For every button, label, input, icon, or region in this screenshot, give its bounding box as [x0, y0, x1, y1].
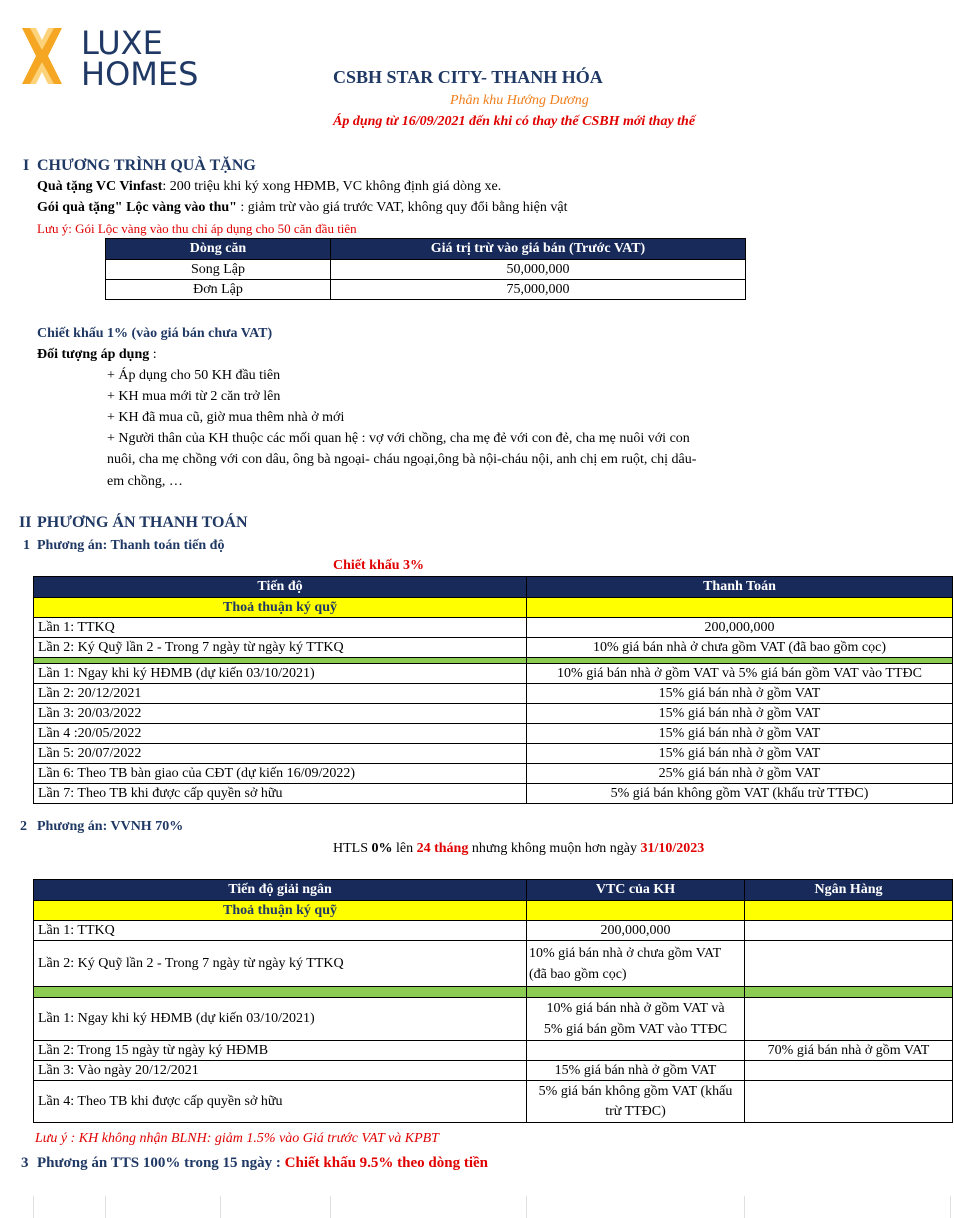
logo-mark: [22, 26, 62, 86]
target-item: em chồng, …: [107, 474, 183, 489]
grid-line: [950, 1196, 951, 1218]
plan2-deposit-empty: [527, 901, 745, 921]
plan1-cell: Lần 3: 20/03/2022: [34, 704, 527, 724]
discount-1-title: Chiết khấu 1% (vào giá bán chưa VAT): [37, 326, 273, 341]
htls-deadline: 31/10/2023: [640, 841, 705, 856]
table-row: [34, 1081, 953, 1123]
plan2-htls: [333, 840, 704, 858]
plan1-cell: 15% giá bán nhà ở gồm VAT: [527, 684, 953, 704]
plan2-title: Phương án: VVNH 70%: [37, 819, 184, 834]
plan1-cell: 15% giá bán nhà ở gồm VAT: [527, 744, 953, 764]
logo-line2: HOMES: [81, 55, 199, 93]
plan2-cell: Lần 1: TTKQ: [34, 921, 527, 941]
gift-vinfast-rest: : 200 triệu khi ký xong HĐMB, VC không định giá dòng xe.: [162, 179, 502, 194]
plan1-cell: 25% giá bán nhà ở gồm VAT: [527, 764, 953, 784]
table-row: [34, 598, 953, 618]
gift-table-cell: Đơn Lập: [106, 280, 331, 300]
plan1-cell: 15% giá bán nhà ở gồm VAT: [527, 724, 953, 744]
htls-rate: 0%: [371, 841, 393, 856]
plan2-cell: 200,000,000: [527, 921, 745, 941]
htls-text: lên: [392, 841, 417, 856]
plan1-table: [33, 576, 953, 804]
htls-text: nhưng không muộn hơn ngày: [468, 841, 641, 856]
plan2-cell: [745, 921, 953, 941]
plan1-cell: Lần 2: 20/12/2021: [34, 684, 527, 704]
table-row: [34, 998, 953, 1041]
plan1-cell: Lần 2: Ký Quỹ lần 2 - Trong 7 ngày từ ngày ký TTKQ: [34, 638, 527, 658]
plan2-number: 2: [20, 819, 27, 834]
plan2-cell: [745, 1081, 953, 1123]
plan1-header-schedule: Tiến độ: [34, 577, 527, 598]
gift-table: [105, 238, 746, 300]
htls-months: 24 tháng: [416, 841, 469, 856]
gift-vinfast-bold: Quà tặng VC Vinfast: [37, 179, 163, 194]
target-colon: :: [149, 347, 157, 362]
table-row: [34, 941, 953, 987]
plan1-cell: 10% giá bán nhà ở chưa gồm VAT (đã bao gồm cọc): [527, 638, 953, 658]
table-row: [34, 638, 953, 658]
plan2-cell: [527, 1041, 745, 1061]
plan2-cell: 15% giá bán nhà ở gồm VAT: [527, 1061, 745, 1081]
table-row: [34, 664, 953, 684]
table-row: [106, 280, 746, 300]
gift-table-header-value: Giá trị trừ vào giá bán (Trước VAT): [331, 239, 746, 260]
plan1-cell: 10% giá bán nhà ở gồm VAT và 5% giá bán gồm VAT vào TTĐC: [527, 664, 953, 684]
section2-title: PHƯƠNG ÁN THANH TOÁN: [37, 514, 248, 531]
gift-loc-vang: [37, 199, 567, 217]
plan2-header-customer: VTC của KH: [527, 880, 745, 901]
plan1-cell: 200,000,000: [527, 618, 953, 638]
plan1-header-payment: Thanh Toán: [527, 577, 953, 598]
htls-text: HTLS: [333, 841, 372, 856]
plan1-deposit-empty: [527, 598, 953, 618]
table-row: [34, 1041, 953, 1061]
plan1-cell: Lần 7: Theo TB khi được cấp quyền sở hữu: [34, 784, 527, 804]
plan2-cell-line: 5% giá bán không gồm VAT (khấu: [538, 1083, 733, 1099]
gift-table-cell: 75,000,000: [331, 280, 746, 300]
table-row: [34, 901, 953, 921]
gift-table-cell: 50,000,000: [331, 260, 746, 280]
plan2-cell: [745, 1061, 953, 1081]
grid-line: [105, 1196, 106, 1218]
target-item: + KH mua mới từ 2 căn trở lên: [107, 389, 281, 404]
gift-loc-vang-rest: : giảm trừ vào giá trước VAT, không quy đổi bằng hiện vật: [236, 200, 568, 215]
table-row: [34, 684, 953, 704]
grid-line: [526, 1196, 527, 1218]
plan2-cell-multiline: [527, 998, 745, 1041]
plan2-cell-multiline: [527, 941, 745, 987]
plan1-deposit-label: Thoả thuận ký quỹ: [34, 598, 527, 618]
plan1-cell: Lần 4 :20/05/2022: [34, 724, 527, 744]
plan3-number: 3: [21, 1155, 29, 1171]
target-heading: [37, 346, 157, 364]
plan2-cell: Lần 3: Vào ngày 20/12/2021: [34, 1061, 527, 1081]
section1-number: I: [23, 157, 30, 174]
plan1-cell: Lần 5: 20/07/2022: [34, 744, 527, 764]
plan1-cell: Lần 1: TTKQ: [34, 618, 527, 638]
gift-table-cell: Song Lập: [106, 260, 331, 280]
plan2-cell-line: 5% giá bán gồm VAT vào TTĐC: [543, 1022, 728, 1037]
gift-note: Lưu ý: Gói Lộc vàng vào thu chỉ áp dụng cho 50 căn đầu tiên: [37, 221, 357, 236]
plan2-note: Lưu ý : KH không nhận BLNH: giảm 1.5% vào Giá trước VAT và KPBT: [35, 1131, 439, 1146]
apply-date: Áp dụng từ 16/09/2021 đến khi có thay thế CSBH mới thay thế: [333, 114, 696, 129]
plan2-cell: [745, 998, 953, 1041]
plan2-cell: [745, 941, 953, 987]
table-row: [34, 1061, 953, 1081]
table-row: [34, 744, 953, 764]
logo-line1: LUXE: [81, 24, 163, 62]
target-item: + KH đã mua cũ, giờ mua thêm nhà ở mới: [107, 410, 345, 425]
plan2-cell: Lần 4: Theo TB khi được cấp quyền sở hữu: [34, 1081, 527, 1123]
plan1-cell: 15% giá bán nhà ở gồm VAT: [527, 704, 953, 724]
target-item: + Người thân của KH thuộc các mối quan hệ : vợ với chồng, cha mẹ đẻ với con đẻ, cha mẹ nuôi với con: [107, 431, 690, 446]
plan2-cell-line: trừ TTĐC): [605, 1103, 666, 1119]
table-row: [34, 921, 953, 941]
plan1-cell: Lần 1: Ngay khi ký HĐMB (dự kiến 03/10/2021): [34, 664, 527, 684]
table-row: [34, 724, 953, 744]
plan2-table: [33, 879, 953, 1123]
grid-line: [330, 1196, 331, 1218]
page-title: CSBH STAR CITY- THANH HÓA: [333, 67, 603, 87]
plan1-discount: Chiết khấu 3%: [333, 558, 425, 573]
grid-line: [744, 1196, 745, 1218]
plan2-header-bank: Ngân Hàng: [745, 880, 953, 901]
plan2-cell-multiline: [527, 1081, 745, 1123]
plan1-cell: 5% giá bán không gồm VAT (khấu trừ TTĐC): [527, 784, 953, 804]
target-label: Đối tượng áp dụng: [37, 347, 150, 362]
gift-table-header-type: Dòng căn: [106, 239, 331, 260]
plan2-cell: 70% giá bán nhà ở gồm VAT: [745, 1041, 953, 1061]
plan1-number: 1: [23, 538, 30, 553]
plan2-cell-line: 10% giá bán nhà ở chưa gồm VAT: [529, 945, 722, 961]
plan3-title: Phương án TTS 100% trong 15 ngày :: [37, 1155, 285, 1171]
plan1-title: Phương án: Thanh toán tiến độ: [37, 538, 225, 553]
gift-loc-vang-bold: Gói quà tặng" Lộc vàng vào thu": [37, 200, 237, 215]
plan3-heading: [37, 1154, 488, 1172]
target-item: nuôi, cha mẹ chồng với con dâu, ông bà ngoại- cháu ngoại,ông bà nội-cháu nội, anh chị em ruột, chị dâu-: [107, 452, 697, 467]
plan2-header-schedule: Tiến độ giải ngân: [34, 880, 527, 901]
plan2-deposit-empty: [745, 901, 953, 921]
target-item: + Áp dụng cho 50 KH đầu tiên: [107, 368, 281, 383]
gift-vinfast: [37, 178, 501, 196]
table-row: [34, 784, 953, 804]
plan2-cell-line: 10% giá bán nhà ở gồm VAT và: [546, 1001, 725, 1016]
section1-title: CHƯƠNG TRÌNH QUÀ TẶNG: [37, 157, 256, 174]
grid-line: [220, 1196, 221, 1218]
plan3-highlight: Chiết khấu 9.5% theo dòng tiền: [284, 1155, 489, 1171]
plan2-cell-line: (đã bao gồm cọc): [529, 966, 627, 982]
section2-number: II: [19, 514, 32, 531]
separator-row: [34, 987, 953, 998]
table-row: [106, 260, 746, 280]
table-row: [34, 618, 953, 638]
subtitle: Phân khu Hướng Dương: [450, 93, 589, 108]
table-row: [34, 704, 953, 724]
plan2-deposit-label: Thoả thuận ký quỹ: [34, 901, 527, 921]
table-row: [34, 764, 953, 784]
plan2-cell: Lần 2: Trong 15 ngày từ ngày ký HĐMB: [34, 1041, 527, 1061]
plan2-cell: Lần 2: Ký Quỹ lần 2 - Trong 7 ngày từ ngày ký TTKQ: [34, 941, 527, 987]
plan2-cell: Lần 1: Ngay khi ký HĐMB (dự kiến 03/10/2021): [34, 998, 527, 1041]
plan1-cell: Lần 6: Theo TB bàn giao của CĐT (dự kiến 16/09/2022): [34, 764, 527, 784]
grid-line: [33, 1196, 34, 1218]
